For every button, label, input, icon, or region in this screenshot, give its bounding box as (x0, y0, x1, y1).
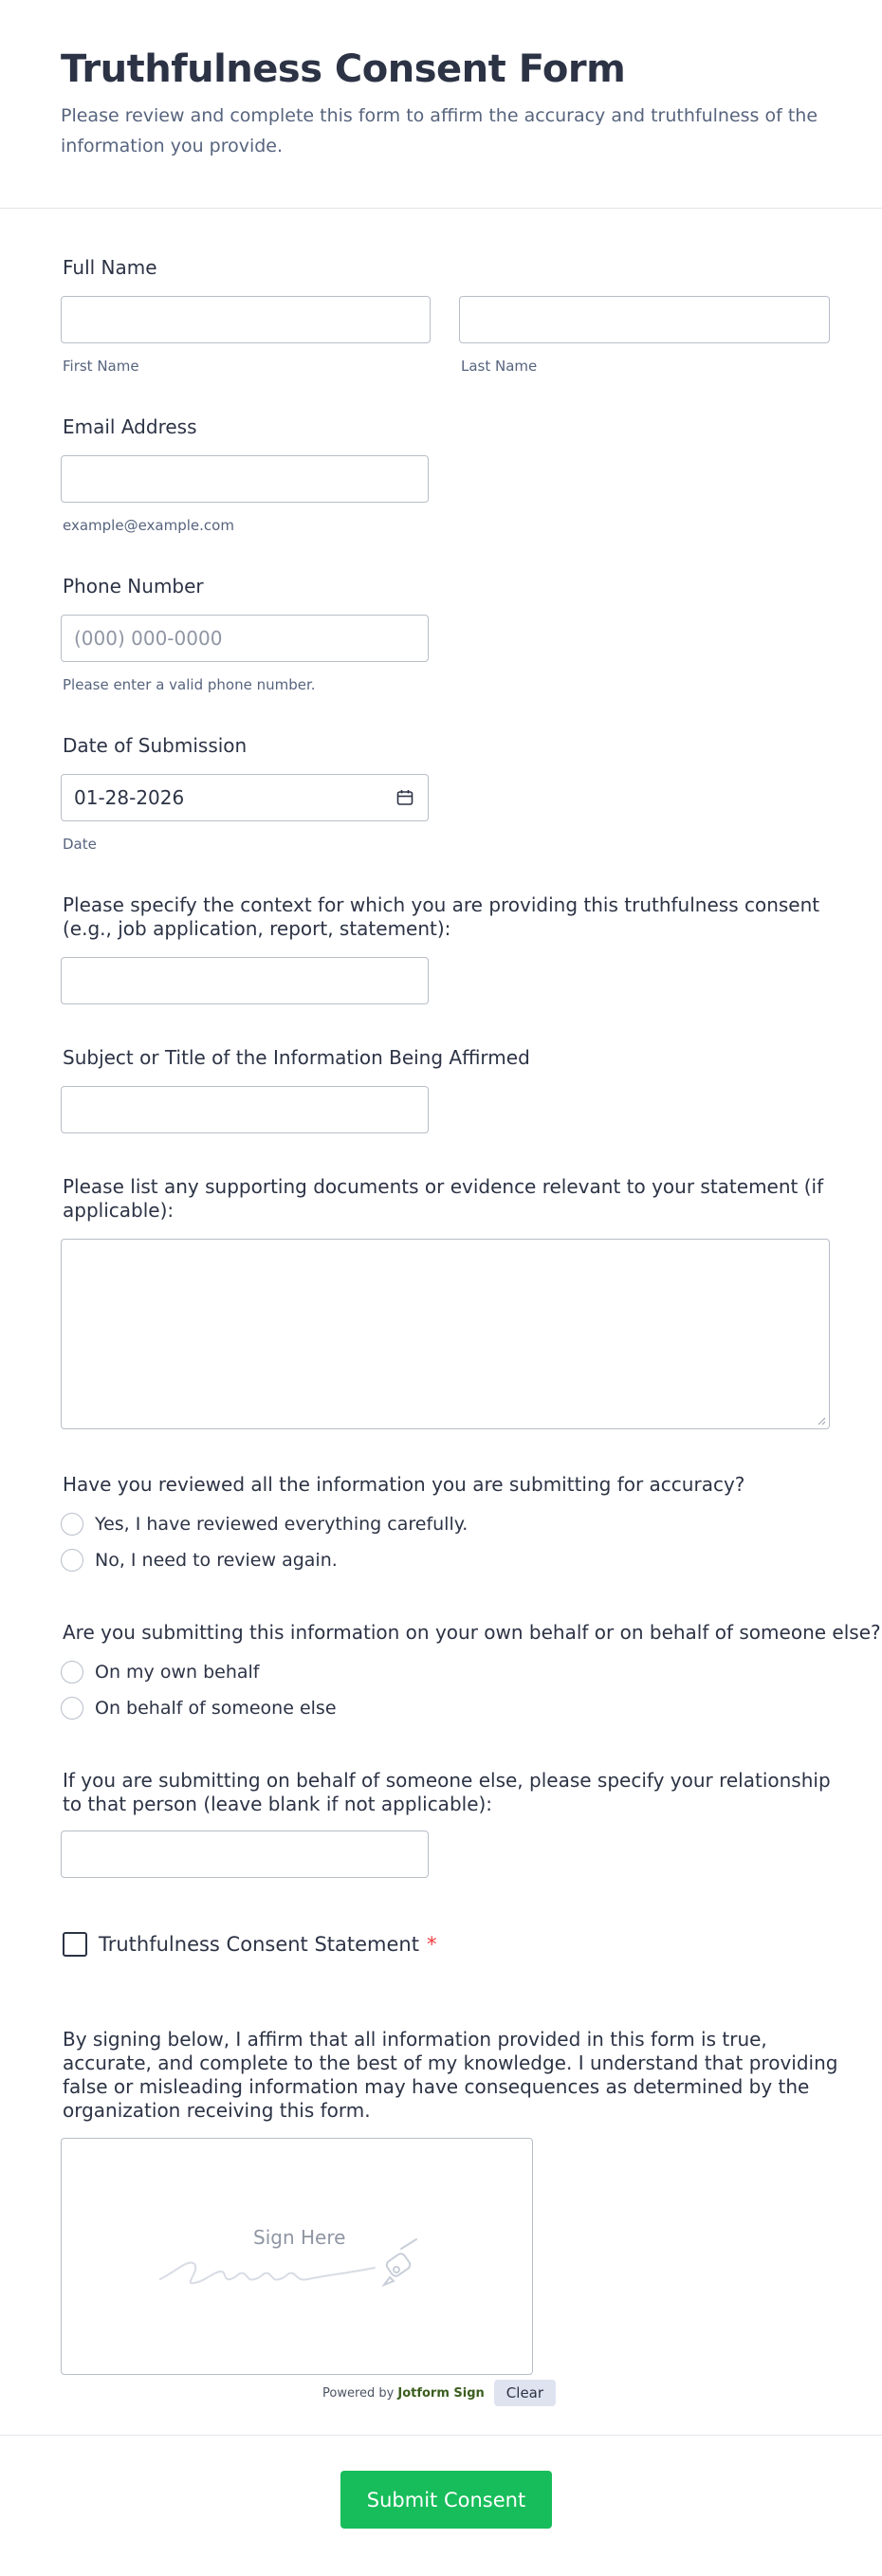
context-label: Please specify the context for which you are providing this truthfulness consent (e.g., job application, report, statement): (63, 893, 820, 940)
documents-label: Please list any supporting documents or evidence relevant to your statement (if applicable): (63, 1175, 824, 1222)
signature-label: By signing below, I affirm that all information provided in this form is true, accurate, and complete to the best of my knowledge. I understand that providing false or misleading information may have consequences as determined by the organization receiving this form. (63, 2028, 838, 2122)
form-header (0, 0, 882, 209)
required-star: * (426, 1933, 437, 1956)
reviewed-option-yes[interactable] (61, 1511, 468, 1537)
date-input[interactable] (61, 774, 429, 821)
last-name-sublabel: Last Name (461, 358, 538, 375)
first-name-sublabel: First Name (63, 358, 139, 375)
jotform-sign-brand: Jotform Sign (397, 2385, 485, 2401)
subject-label: Subject or Title of the Information Being Affirmed (63, 1046, 530, 1069)
last-name-input[interactable] (459, 296, 830, 343)
context-input[interactable] (61, 957, 429, 1004)
email-sublabel: example@example.com (63, 517, 234, 534)
relationship-label: If you are submitting on behalf of someone else, please specify your relationship to that person (leave blank if not applicable): (63, 1769, 831, 1815)
radio-button[interactable] (61, 1661, 83, 1684)
signature-pad[interactable] (61, 2138, 533, 2375)
radio-label: No, I need to review again. (95, 1550, 338, 1571)
phone-sublabel: Please enter a valid phone number. (63, 676, 316, 693)
documents-textarea[interactable] (61, 1239, 830, 1429)
form-title: Truthfulness Consent Form (61, 47, 626, 91)
relationship-input[interactable] (61, 1831, 429, 1878)
date-label: Date of Submission (63, 734, 248, 757)
date-sublabel: Date (63, 836, 97, 853)
behalf-option-own[interactable] (61, 1659, 259, 1685)
date-value: 01-28-2026 (74, 786, 185, 809)
email-input[interactable] (61, 455, 429, 503)
radio-label: On behalf of someone else (95, 1698, 337, 1719)
behalf-option-other[interactable] (61, 1695, 337, 1721)
consent-checkbox-row[interactable] (63, 1932, 436, 1957)
calendar-icon[interactable] (395, 788, 414, 807)
reviewed-label: Have you reviewed all the information you are submitting for accuracy? (63, 1473, 745, 1496)
documents-textarea-wrap (61, 1239, 830, 1429)
reviewed-option-no[interactable] (61, 1547, 338, 1573)
radio-button[interactable] (61, 1549, 83, 1572)
consent-label: Truthfulness Consent Statement (99, 1933, 419, 1956)
phone-label: Phone Number (63, 575, 204, 598)
radio-label: On my own behalf (95, 1662, 260, 1683)
radio-label: Yes, I have reviewed everything carefully. (95, 1514, 469, 1535)
footer-divider (0, 2435, 882, 2436)
submit-button[interactable]: Submit Consent (340, 2471, 552, 2529)
clear-signature-button[interactable]: Clear (494, 2380, 556, 2406)
subject-input[interactable] (61, 1086, 429, 1133)
consent-checkbox[interactable] (63, 1932, 87, 1957)
signature-footer (322, 2380, 556, 2406)
phone-input[interactable] (61, 615, 429, 662)
radio-button[interactable] (61, 1697, 83, 1720)
email-label: Email Address (63, 415, 197, 438)
radio-button[interactable] (61, 1513, 83, 1536)
first-name-input[interactable] (61, 296, 431, 343)
full-name-label: Full Name (63, 256, 157, 279)
behalf-label: Are you submitting this information on your own behalf or on behalf of someone else? (63, 1621, 881, 1644)
sign-here-placeholder: Sign Here (253, 2226, 346, 2249)
powered-by-text: Powered by (322, 2385, 395, 2401)
form-subtitle: Please review and complete this form to affirm the accuracy and truthfulness of the information you provide. (61, 105, 818, 156)
resize-grip-icon[interactable] (817, 1416, 826, 1426)
